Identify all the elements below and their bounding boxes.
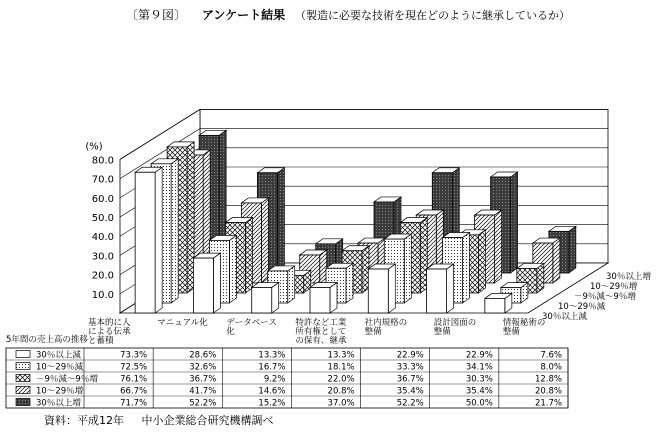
data-label: 20.8% xyxy=(534,386,562,397)
data-label: 13.3% xyxy=(327,350,355,361)
source-note xyxy=(44,412,288,428)
bar-front xyxy=(310,287,330,313)
bar-side xyxy=(404,234,411,303)
data-label: 16.7% xyxy=(258,362,286,373)
bar-front xyxy=(193,258,213,313)
data-label: 18.1% xyxy=(327,362,355,373)
bar-front xyxy=(135,172,155,313)
data-label: 13.3% xyxy=(258,350,286,361)
bar-side xyxy=(569,226,576,273)
category-label: データベース xyxy=(226,318,277,328)
data-label: 12.8% xyxy=(534,374,562,385)
bar-side xyxy=(553,238,560,283)
row-header: 5年間の売上高の推移 xyxy=(6,335,88,345)
y-unit-label: (%) xyxy=(85,141,103,153)
series-depth-label: 10～29％減 xyxy=(558,302,606,312)
bar-side xyxy=(245,218,252,293)
data-label: 73.3% xyxy=(120,350,148,361)
y-tick-label: 10.0 xyxy=(91,289,114,301)
data-label: 22.0% xyxy=(327,374,355,385)
category-label: 整備 xyxy=(502,327,520,337)
data-label: 35.4% xyxy=(396,386,424,397)
source-label: 資料：平成12年 xyxy=(44,414,124,427)
bar-side xyxy=(463,233,470,303)
title-subtitle: （製造に必要な技術を現在どのように継承しているか） xyxy=(294,9,570,22)
data-label: 28.6% xyxy=(189,350,217,361)
bar xyxy=(193,253,220,313)
bar-side xyxy=(288,266,295,303)
legend-entry: 30％以上増 xyxy=(36,398,81,409)
title-main: アンケート結果 xyxy=(201,8,286,22)
legend-swatch xyxy=(16,375,30,382)
category-label: 所有権として xyxy=(295,327,347,337)
data-label: 8.0% xyxy=(540,362,562,373)
bar-side xyxy=(155,167,162,313)
data-label: 37.0% xyxy=(327,398,355,409)
bar-side xyxy=(261,198,268,283)
series-depth-label: 10～29％増 xyxy=(590,282,638,292)
data-label: 52.2% xyxy=(396,398,424,409)
y-tick-label: 70.0 xyxy=(91,174,114,186)
y-tick-label: 80.0 xyxy=(91,155,114,167)
data-label: 30.3% xyxy=(465,374,493,385)
legend-swatch xyxy=(16,351,30,358)
bar xyxy=(310,282,337,313)
series-depth-label: 30％以上減 xyxy=(542,312,587,322)
legend-entry: 30％以上減 xyxy=(36,350,81,361)
data-table xyxy=(6,317,568,409)
data-label: 35.4% xyxy=(465,386,493,397)
category-label: と蓄積 xyxy=(88,336,114,346)
category-label: による伝承 xyxy=(88,327,131,337)
data-label: 72.5% xyxy=(120,362,148,373)
legend-entry: 10～29％増 xyxy=(36,386,84,397)
data-label: 9.2% xyxy=(263,374,286,385)
data-label: 50.0% xyxy=(465,398,493,409)
bar-side xyxy=(213,253,220,313)
data-label: 52.2% xyxy=(189,398,217,409)
bar xyxy=(427,264,454,313)
bar-side xyxy=(511,172,518,273)
bar-side xyxy=(388,264,395,313)
category-label: 整備 xyxy=(433,327,451,337)
legend-swatch xyxy=(16,363,30,370)
legend-swatch xyxy=(16,387,30,394)
bar-side xyxy=(171,159,178,303)
y-tick-label: 20.0 xyxy=(91,270,114,282)
bar xyxy=(368,264,395,313)
category-label: 化 xyxy=(226,327,235,337)
series-depth-label: －9％減～9％増 xyxy=(574,292,636,302)
y-tick-label: 60.0 xyxy=(91,193,114,205)
bar-side xyxy=(447,264,454,313)
legend-swatch xyxy=(16,399,30,406)
bar-side xyxy=(229,235,236,303)
data-label: 34.1% xyxy=(465,362,493,373)
data-label: 76.1% xyxy=(120,374,148,385)
bar-front xyxy=(485,298,505,313)
data-label: 41.7% xyxy=(189,386,217,397)
bar-side xyxy=(277,168,284,273)
y-tick-label: 30.0 xyxy=(91,251,114,263)
bar-side xyxy=(495,210,502,283)
category-label: 設計図面の xyxy=(433,318,477,328)
data-label: 36.7% xyxy=(189,374,217,385)
data-label: 71.7% xyxy=(120,398,148,409)
data-label: 33.3% xyxy=(396,362,424,373)
figure-number: 〔第９図〕 xyxy=(126,8,187,22)
category-label: 基本的に人 xyxy=(88,318,131,328)
data-label: 32.6% xyxy=(189,362,217,373)
bar xyxy=(135,167,162,313)
data-label: 15.2% xyxy=(258,398,286,409)
category-label: マニュアル化 xyxy=(157,318,208,328)
data-label: 22.9% xyxy=(465,350,493,361)
legend-entry: －9％減～9％増 xyxy=(36,374,98,385)
data-label: 20.8% xyxy=(327,386,355,397)
bar xyxy=(485,293,512,313)
y-tick-label: 50.0 xyxy=(91,213,114,224)
category-label: 整備 xyxy=(364,327,382,337)
data-label: 14.6% xyxy=(258,386,286,397)
category-label: 特許など工業 xyxy=(295,318,347,328)
source-organization: 中小企業総合研究機構調べ xyxy=(141,414,274,427)
bar-side xyxy=(479,230,486,293)
data-label: 7.6% xyxy=(540,350,562,361)
bar xyxy=(252,282,279,313)
y-tick-label: 40.0 xyxy=(91,232,114,244)
category-label: 社内規格の xyxy=(364,318,408,328)
bar-front xyxy=(368,269,388,313)
category-label: の保有、継承 xyxy=(295,336,347,346)
category-label: 情報秘術の xyxy=(502,318,546,328)
series-depth-label: 30％以上増 xyxy=(606,272,651,282)
legend-entry: 10～29％減 xyxy=(36,362,84,373)
data-label: 36.7% xyxy=(396,374,424,385)
data-label: 22.9% xyxy=(396,350,424,361)
data-label: 66.7% xyxy=(120,386,148,397)
bar-front xyxy=(252,287,272,313)
bar-front xyxy=(427,269,447,313)
data-label: 21.7% xyxy=(534,398,562,409)
bar-side xyxy=(346,263,353,303)
